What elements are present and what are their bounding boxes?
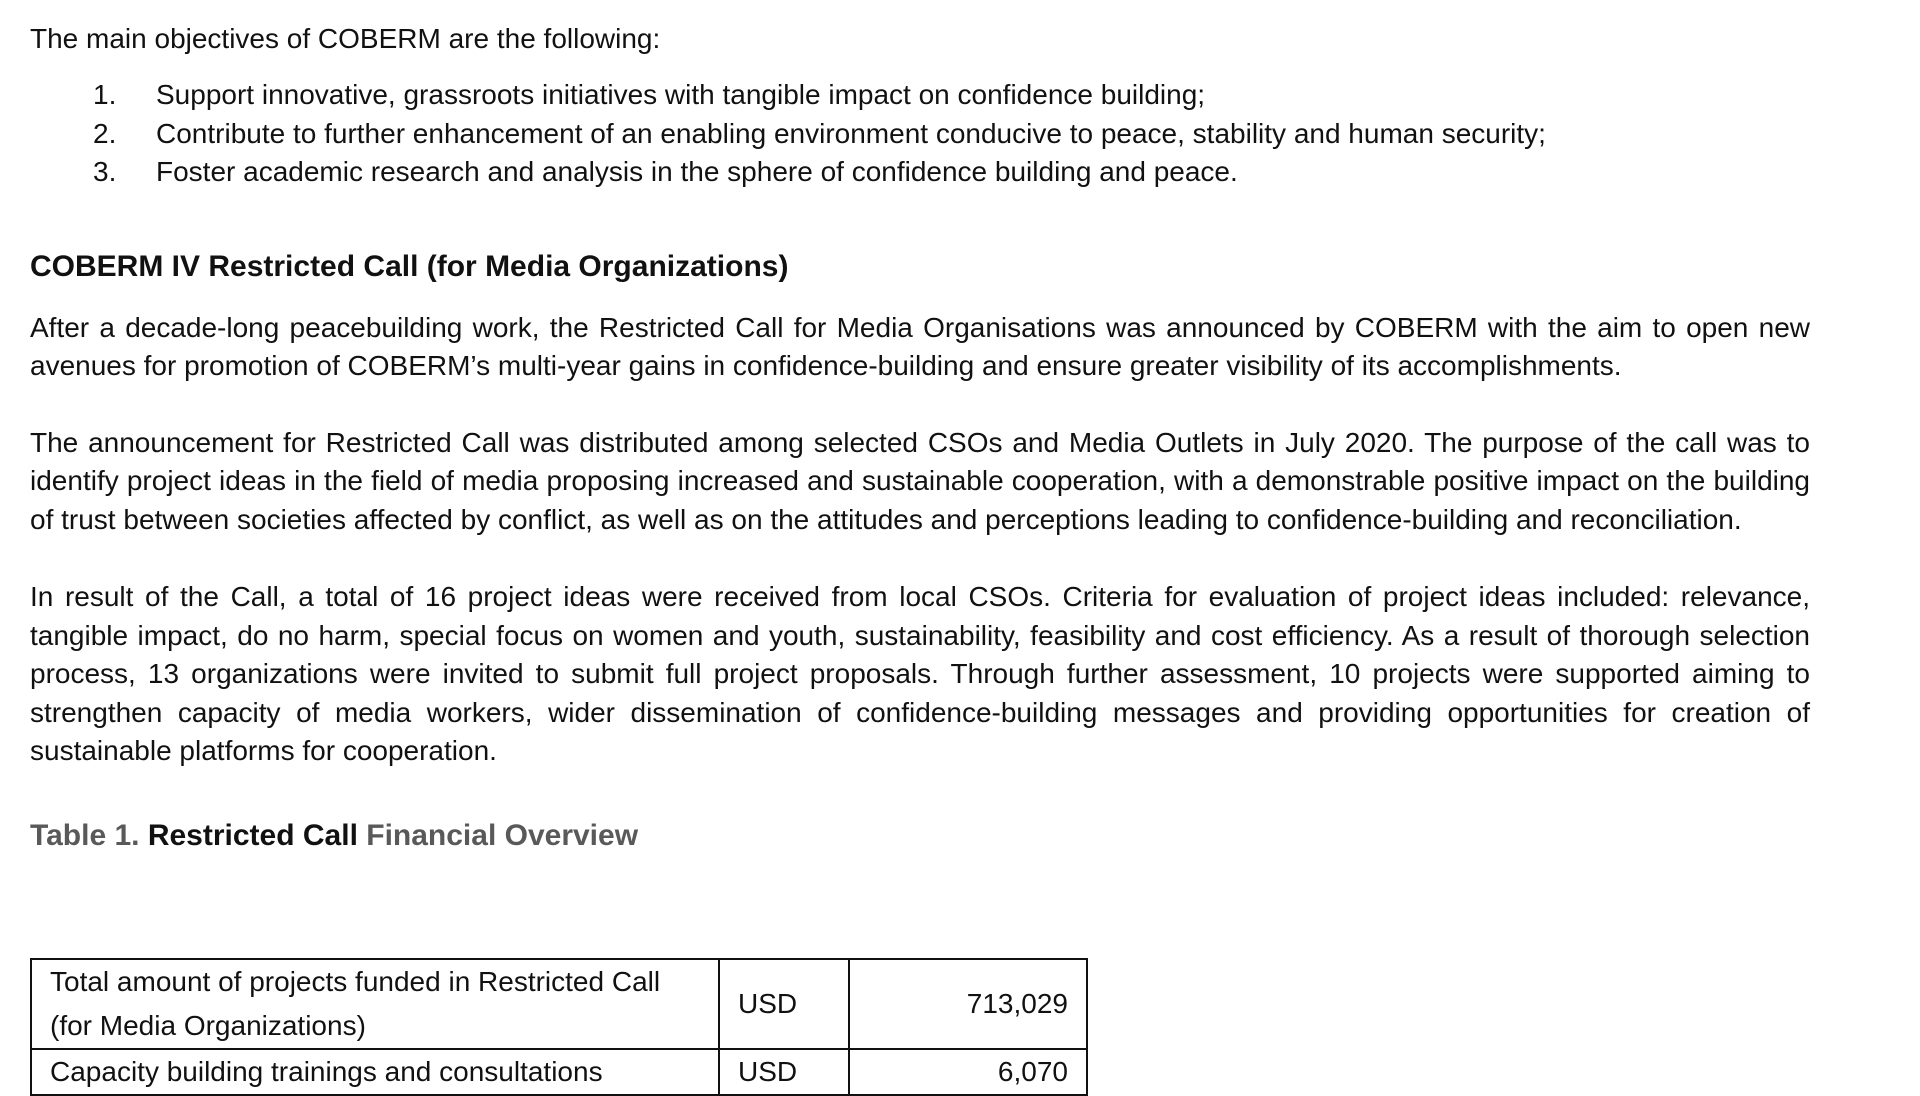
table-caption-prefix: Table 1. [30, 818, 148, 852]
section-heading: COBERM IV Restricted Call (for Media Organizations) [30, 249, 789, 283]
objectives-list [30, 76, 1810, 192]
table-cell-currency: USD [719, 1049, 849, 1095]
list-number: 2. [93, 117, 117, 149]
table-caption-bold: Restricted Call [147, 818, 358, 852]
paragraph: In result of the Call, a total of 16 project ideas were received from local CSOs. Criteria for evaluation of project ideas included: relevance, tangible impact, do no harm, special focus on women and youth, sustainability, feasibility and cost efficiency. As a result of thorough selection process, 13 organizations were invited to submit full project proposals. Through further assessment, 10 projects were supported aiming to strengthen capacity of media workers, wider dissemination of confidence-building messages and providing opportunities for creation of sustainable platforms for cooperation. [30, 581, 1810, 766]
list-number: 3. [93, 156, 117, 187]
table-cell-description [31, 1049, 719, 1095]
table-cell-currency: USD [719, 959, 849, 1049]
table-cell-amount: 713,029 [849, 959, 1087, 1049]
list-item-text: Support innovative, grassroots initiatives with tangible impact on confidence building; [156, 79, 1206, 110]
description-line: Total amount of projects funded in Restricted Call [50, 966, 661, 997]
paragraph: The announcement for Restricted Call was distributed among selected CSOs and Media Outlets in July 2020. The purpose of the call was to identify project ideas in the field of media proposing increased and sustainable cooperation, with a demonstrable positive impact on the building of trust between societies affected by conflict, as well as on the attitudes and perceptions leading to confidence-building and reconciliation. [30, 426, 1810, 535]
table-caption-suffix: Financial Overview [357, 818, 639, 852]
list-item-text: Contribute to further enhancement of an enabling environment conducive to peace, stability and human security; [156, 117, 1546, 149]
list-number: 1. [93, 79, 117, 110]
list-item [30, 76, 1810, 115]
list-item [30, 153, 1810, 192]
table-caption [30, 816, 1810, 856]
table-row [31, 959, 1087, 1049]
table-cell-amount: 6,070 [849, 1049, 1087, 1095]
list-item-text: Foster academic research and analysis in the sphere of confidence building and peace. [156, 156, 1238, 187]
description-line: (for Media Organizations) [50, 1010, 366, 1041]
description-line: Capacity building trainings and consultations [50, 1056, 603, 1087]
table-row [31, 1049, 1087, 1095]
financial-overview-table [30, 958, 1088, 1096]
list-item [30, 115, 1810, 154]
intro-text: The main objectives of COBERM are the following: [30, 23, 661, 54]
document-page [30, 20, 1810, 1087]
table-cell-description [31, 959, 719, 1049]
paragraph: After a decade-long peacebuilding work, the Restricted Call for Media Organisations was announced by COBERM with the aim to open new avenues for promotion of COBERM’s multi-year gains in confidence-building and ensure greater visibility of its accomplishments. [30, 311, 1810, 381]
